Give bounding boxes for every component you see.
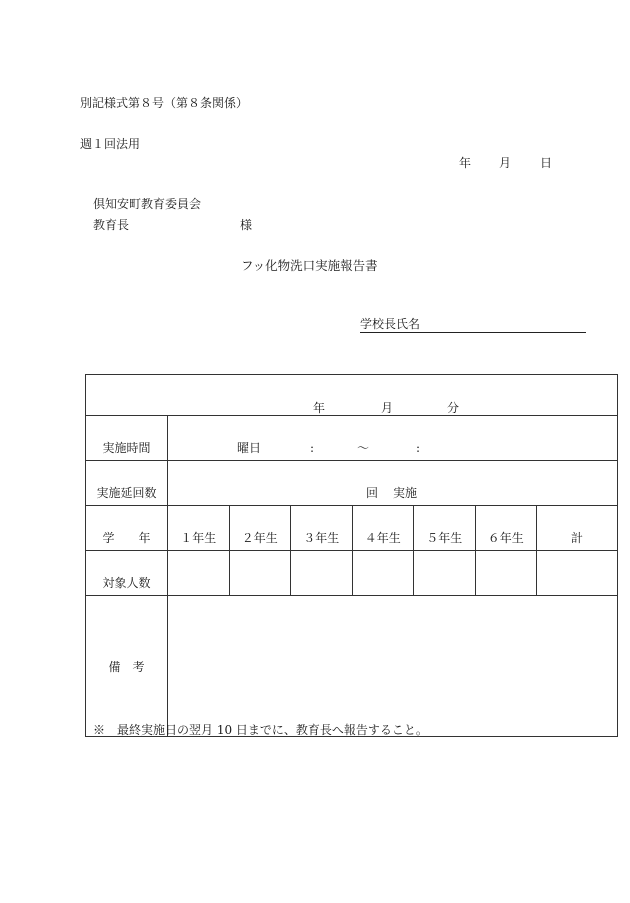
period-month: 月 — [381, 401, 394, 415]
count-unit: 回 — [366, 486, 379, 500]
grade-label: 学 年 — [102, 531, 151, 545]
report-table — [85, 374, 618, 737]
target-input-6[interactable] — [475, 551, 537, 596]
count-row — [86, 461, 618, 506]
remarks-label-cell — [86, 596, 168, 737]
target-input-1[interactable] — [168, 551, 230, 596]
grade-row — [86, 506, 618, 551]
time-label-cell — [86, 416, 168, 461]
time-colon-start: : — [310, 441, 315, 455]
remarks-label: 備 考 — [108, 659, 145, 674]
grade-col-3: ３年生 — [291, 506, 353, 551]
footnote: ※ 最終実施日の翌月 10 日までに、教育長へ報告すること。 — [93, 723, 428, 737]
grade-col-5: ５年生 — [414, 506, 476, 551]
count-value-cell[interactable] — [168, 461, 618, 506]
time-weekday: 曜日 — [237, 441, 262, 455]
grade-col-1: １年生 — [168, 506, 230, 551]
date-day-label: 日 — [540, 156, 553, 170]
target-input-5[interactable] — [414, 551, 476, 596]
target-row — [86, 551, 618, 596]
grade-col-6: ６年生 — [475, 506, 537, 551]
period-row — [86, 375, 618, 416]
date-year-label: 年 — [459, 156, 472, 170]
target-label: 対象人数 — [102, 576, 151, 590]
principal-name-field[interactable] — [360, 318, 586, 333]
target-label-cell — [86, 551, 168, 596]
remarks-input[interactable] — [168, 596, 618, 737]
form-number: 別記様式第８号（第８条関係） — [80, 96, 249, 110]
addressee-honorific: 様 — [240, 218, 253, 232]
grade-col-4: ４年生 — [352, 506, 414, 551]
principal-name-label: 学校長氏名 — [360, 317, 421, 331]
time-row — [86, 416, 618, 461]
period-cell[interactable] — [86, 375, 618, 416]
addressee-board: 倶知安町教育委員会 — [93, 197, 202, 211]
time-value-cell[interactable] — [168, 416, 618, 461]
target-input-total[interactable] — [537, 551, 618, 596]
time-label: 実施時間 — [102, 441, 151, 455]
period-suffix: 分 — [447, 401, 460, 415]
grade-col-2: ２年生 — [229, 506, 291, 551]
count-label-cell — [86, 461, 168, 506]
period-year: 年 — [313, 401, 326, 415]
count-suffix: 実施 — [393, 486, 418, 500]
grade-label-cell — [86, 506, 168, 551]
target-input-4[interactable] — [352, 551, 414, 596]
frequency-label: 週１回法用 — [80, 137, 141, 151]
grade-col-total: 計 — [537, 506, 618, 551]
addressee-title: 教育長 — [93, 218, 130, 232]
date-month-label: 月 — [499, 156, 512, 170]
remarks-row — [86, 596, 618, 737]
document-title: フッ化物洗口実施報告書 — [241, 258, 378, 273]
count-label: 実施延回数 — [96, 486, 157, 500]
time-tilde: ～ — [357, 441, 370, 455]
target-input-2[interactable] — [229, 551, 291, 596]
time-colon-end: : — [416, 441, 421, 455]
target-input-3[interactable] — [291, 551, 353, 596]
